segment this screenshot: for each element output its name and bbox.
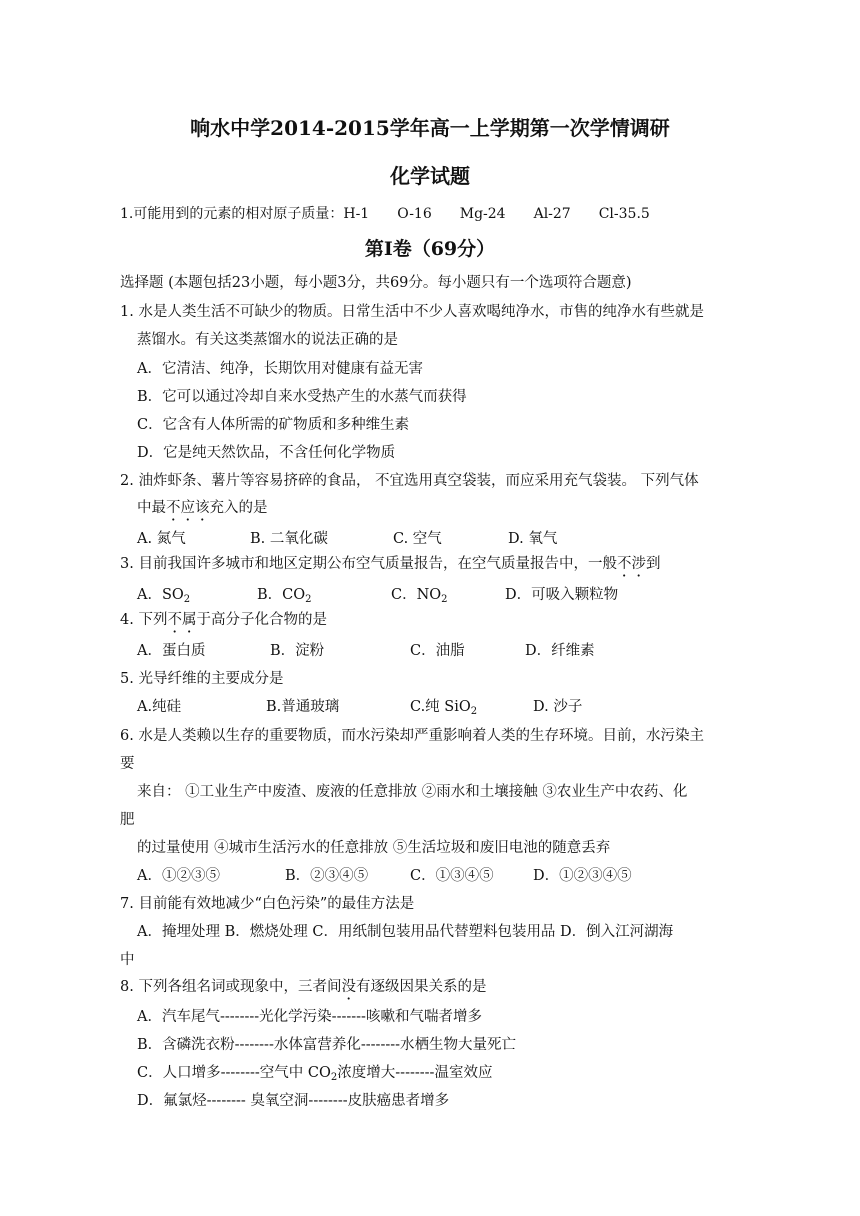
section-instruction: 选择题 (本题包括23小题，每小题3分，共69分。每小题只有一个选项符合题意): [120, 275, 632, 291]
q6-line3: 来自： ①工业生产中废渣、废液的任意排放 ②雨水和土壤接触 ③农业生产中农药、化: [137, 784, 688, 800]
q4-stem-pre: 4. 下列: [120, 612, 168, 628]
q4-emphasis-2: 属: [181, 612, 197, 628]
q8-stem: [120, 975, 486, 996]
q1-option-b: B．它可以通过冷却自来水受热产生的水蒸气而获得: [137, 389, 467, 405]
q6-line2: 要: [120, 756, 135, 772]
q8-option-b: B．含磷洗衣粉--------水体富营养化--------水栖生物大量死亡: [137, 1037, 517, 1053]
page-title: 响水中学2014-2015学年高一上学期第一次学情调研: [190, 116, 670, 140]
q8-option-a: A．汽车尾气--------光化学污染-------咳嗽和气喘者增多: [137, 1009, 482, 1025]
q7-options-wrap: 中: [120, 952, 135, 968]
q1-option-d: D．它是纯天然饮品，不含任何化学物质: [137, 445, 396, 461]
q4-option-c: C．油脂: [410, 643, 465, 659]
q2-option-a: A. 氮气: [137, 531, 186, 547]
q3-stem-pre: 3. 目前我国许多城市和地区定期公布空气质量报告，在空气质量报告中，一般: [120, 556, 617, 572]
q6-option-b: B．②③④⑤: [285, 868, 369, 884]
q6-line4: 肥: [120, 812, 135, 828]
section-heading: 第Ⅰ卷（69分）: [364, 238, 496, 260]
q3-option-b: B．$CO_2$: [257, 587, 312, 605]
q8-option-c: C．人口增多--------空气中 $CO_2$浓度增大--------温室效应: [137, 1065, 493, 1083]
q6-option-c: C．①③④⑤: [410, 868, 494, 884]
q4-stem: [120, 608, 327, 629]
q3-emphasis-2: 涉: [631, 556, 646, 572]
q3-stem-post: 到: [645, 556, 661, 572]
q4-stem-post: 于高分子化合物的是: [196, 612, 327, 628]
q6-option-d: D．①②③④⑤: [533, 868, 632, 884]
q2-emphasis-3: 该: [195, 500, 210, 516]
q2-option-c: C. 空气: [393, 531, 442, 547]
q7-stem: 7. 目前能有效地减少“白色污染”的最佳方法是: [120, 896, 415, 912]
q1-stem-line2: 蒸馏水。有关这类蒸馏水的说法正确的是: [137, 332, 398, 348]
q2-stem-line1: 2. 油炸虾条、薯片等容易挤碎的食品， 不宜选用真空袋装，而应采用充气袋装。 下列气体: [120, 473, 699, 489]
q3-emphasis-1: 不: [616, 556, 632, 572]
q8-stem-post: 有逐级因果关系的是: [355, 979, 487, 995]
q2-option-b: B. 二氧化碳: [250, 531, 328, 547]
q2-stem-post: 充入的是: [209, 500, 268, 516]
q3-option-d: D．可吸入颗粒物: [505, 587, 619, 603]
q6-option-a: A．①②③⑤: [137, 868, 220, 884]
q4-option-b: B．淀粉: [270, 643, 325, 659]
q7-options: A．掩埋处理 B．燃烧处理 C．用纸制包装用品代替塑料包装用品 D．倒入江河湖海: [137, 924, 674, 940]
q5-stem: 5. 光导纤维的主要成分是: [120, 671, 284, 687]
q1-stem-line1: 1. 水是人类生活不可缺少的物质。日常生活中不少人喜欢喝纯净水，市售的纯净水有些就是: [120, 304, 704, 320]
q3-option-c: C．$NO_2$: [391, 587, 448, 605]
q2-stem-pre: 中最: [137, 500, 166, 516]
q1-option-a: A．它清洁、纯净，长期饮用对健康有益无害: [137, 361, 423, 377]
q5-option-a: A.纯硅: [137, 699, 182, 715]
q2-stem-line2: [137, 496, 268, 517]
q6-line1: 6. 水是人类赖以生存的重要物质，而水污染却严重影响着人类的生存环境。目前，水污染主: [120, 728, 704, 744]
q5-option-d: D. 沙子: [533, 699, 583, 715]
q4-emphasis-1: 不: [167, 612, 182, 628]
q8-emphasis-1: 没: [341, 979, 356, 995]
q5-option-b: B.普通玻璃: [266, 699, 340, 715]
q5-option-c: C.纯 SiO$_2$: [410, 699, 478, 717]
q8-option-d: D．氟氯烃-------- 臭氧空洞--------皮肤癌患者增多: [137, 1093, 450, 1109]
q4-option-d: D．纤维素: [525, 643, 595, 659]
atomic-masses-note: 1.可能用到的元素的相对原子质量：H-1 O-16 Mg-24 Al-27 Cl-35.5: [120, 206, 650, 222]
q2-option-d: D. 氧气: [508, 531, 558, 547]
q6-line5: 的过量使用 ④城市生活污水的任意排放 ⑤生活垃圾和废旧电池的随意丢弃: [137, 840, 611, 856]
q2-emphasis-1: 不: [166, 500, 181, 516]
q8-stem-pre: 8. 下列各组名词或现象中，三者间: [120, 979, 342, 995]
q3-option-a: A．$SO_2$: [137, 587, 191, 605]
page-subtitle: 化学试题: [390, 164, 470, 188]
q2-emphasis-2: 应: [180, 500, 195, 516]
q4-option-a: A．蛋白质: [137, 643, 206, 659]
q3-stem: [120, 552, 660, 573]
q1-option-c: C．它含有人体所需的矿物质和多种维生素: [137, 417, 410, 433]
